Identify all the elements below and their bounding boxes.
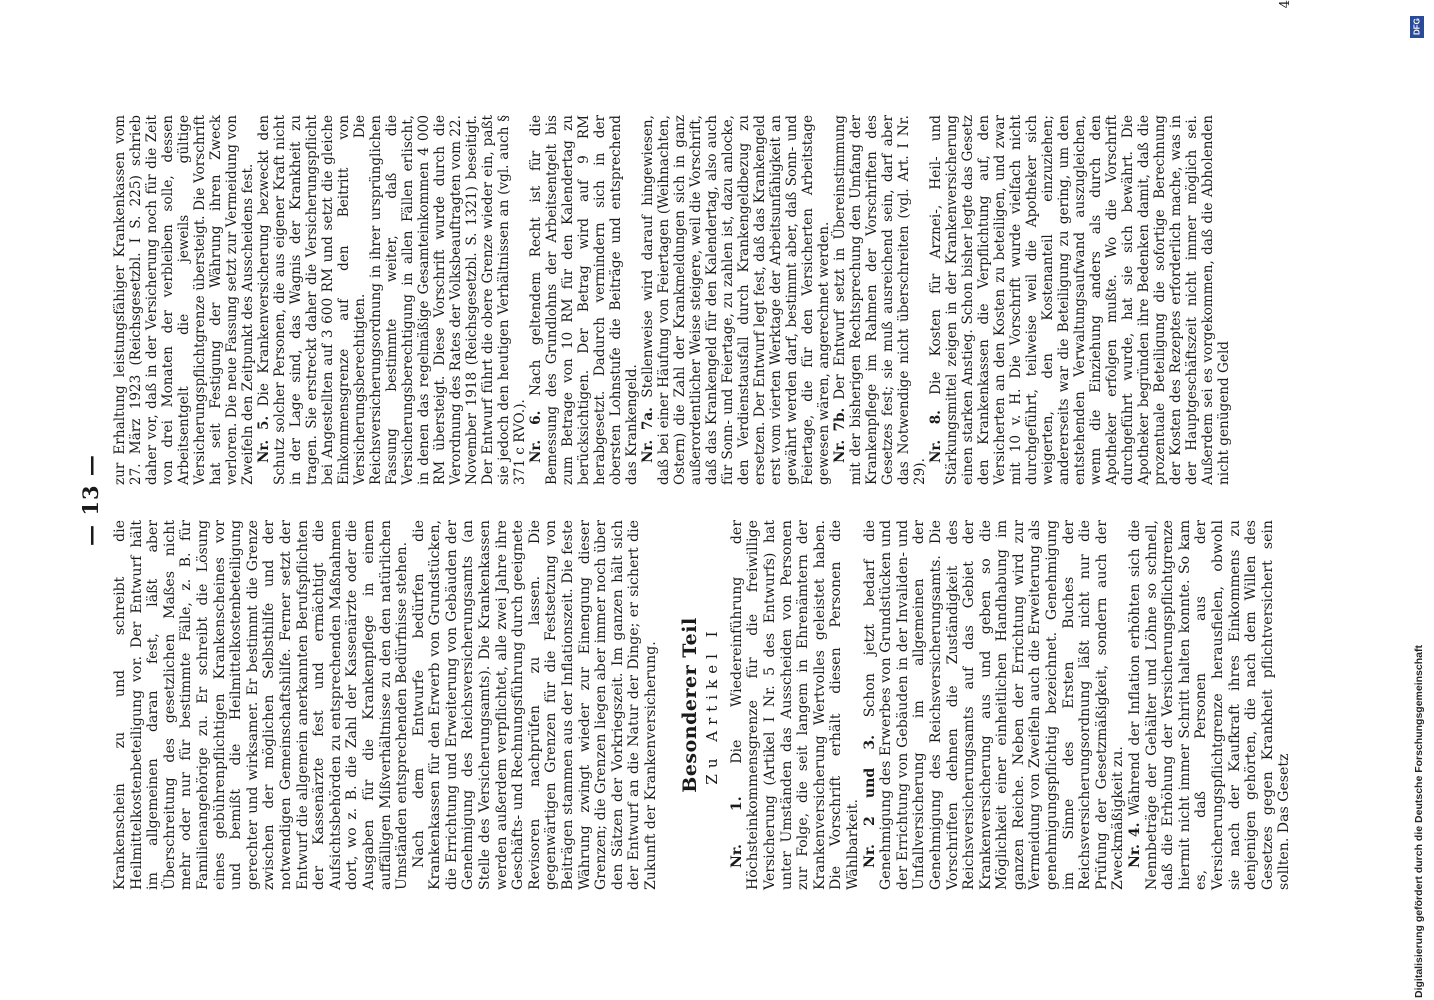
paragraph-text: Schon jetzt bedarf die Genehmigung des Erwerbes von Grundstücken und der Errichtung von Gebäuden in der Invaliden- und Unfallversicherung im allgemeinen der Genehmigung des Reichsversicherungsamts. Die Vorschriften dehnen die Zuständigkeit des Reichsversicherungsamts auf das Gebiet der Krankenversicherung aus und geben so die Möglichkeit einer einheitlichen Handhabung im ganzen Reiche. Neben der Errichtung wird zur Vermeidung von Zweifeln auch die Erweiterung als genehmigungspflichtig bezeichnet. Genehmigung im Sinne des Ersten Buches der Reichsversicherungsordnung läßt nicht nur die Prüfung der Gesetzmäßigkeit, sondern auch der Zweckmäßigkeit zu.: [861, 519, 1127, 890]
paragraph-text: Stellenweise wird darauf hingewiesen, daß bei einer Häufung von Feiertagen (Weihnachten, Ostern) die Zahl der Krankmeldungen sich in ganz außerordentlicher Weise steigere, weil die Vorschrift, daß das Krankengeld für den Kalendertag, also auch für Sonn- und Feiertage, zu zahlen ist, dazu anlocke, den Verdienstausfall durch Krankengeldbezug zu ersetzen. Der Entwurf legt fest, daß das Krankengeld erst vom vierten Werktage der Arbeitsunfähigkeit an gewährt werden darf, bestimmt aber, daß Sonn- und Feiertage, die für den Versicherten Arbeitstage gewesen wären, angerechnet werden.: [640, 115, 832, 485]
paragraph-nr1: [729, 520, 862, 890]
paragraph: Krankenschein zu und schreibt die Heilmittelkostenbeteiligung vor. Der Entwurf hält im allgemeinen daran fest, läßt aber Überschreitung des gesetzlichen Maßes nicht mehr oder nur für bestimmte Fälle, z. B. für Familienangehörige zu. Er schreibt die Lösung eines gebührenpflichtigen Krankenscheines vor und bemißt die Heilmittelkostenbeteiligung gerechter und wirksamer. Er bestimmt die Grenze zwischen der möglichen Selbsthilfe und der notwendigen Gemeinschaftshilfe. Ferner setzt der Entwurf die allgemein anerkannten Berufspflichten der Kassenärzte fest und ermächtigt die Aufsichtsbehörden zu entsprechenden Maßnahmen dort, wo z. B. die Zahl der Kassenärzte oder die Ausgaben für die Krankenpflege in einem auffälligen Mißverhältnisse zu den den natürlichen Umständen entsprechenden Bedürfnisse stehen.: [112, 520, 411, 890]
nr-label: Nr. 6.: [528, 410, 544, 463]
paragraph-nr7b: [832, 115, 928, 485]
paragraph-text: Die Kosten für Arznei-, Heil- und Stärkungsmittel zeigen in der Krankenversicherung einen starken Anstieg. Schon bisher legte das Gesetz den Krankenkassen die Verpflichtung auf, den Versicherten an den Kosten zu beteiligen, und zwar mit 10 v. H. Die Vorschrift wurde vielfach nicht durchgeführt, teilweise weil die Apotheker sich weigerten, den Kostenanteil einzuziehen; andererseits war die Beteiligung zu gering, um den entstehenden Verwaltungsaufwand auszugleichen, wenn die Einziehung anders als durch den Apotheker erfolgen mußte. Wo die Vorschrift durchgeführt wurde, hat sie sich bewährt. Die Apotheker begründen ihre Bedenken damit, daß die prozentuale Beteiligung die sofortige Berechnung der Kosten des Rezeptes erforderlich mache, was in der Hauptgeschäftszeit nicht immer möglich sei. Außerdem sei es vorgekommen, daß die Abholenden nicht genügend Geld: [928, 115, 1232, 485]
nr-label: Nr. 2 und 3.: [861, 734, 878, 868]
nr-label: Nr. 1.: [728, 796, 745, 868]
paragraph-text: Die Krankenversicherung bezweckt den Schutz solcher Personen, die aus eigener Kraft nicht in der Lage sind, das Wagnis der Krankheit zu tragen. Sie erstreckt daher die Versicherungspflicht bei Angestellten auf 3 600 RM und setzt die gleiche Einkommensgrenze auf den Beitritt von Versicherungsberechtigten. Die Reichsversicherungsordnung in ihrer ursprünglichen Fassung bestimmte weiter, daß die Versicherungsberechtigung in allen Fällen erlischt, in denen das regelmäßige Gesamteinkommen 4 000 RM übersteigt. Diese Vorschrift wurde durch die Verordnung des Rates der Volksbeauftragten vom 22. November 1918 (Reichsgesetzbl. S. 1321) beseitigt. Der Entwurf führt die obere Grenze wieder ein, paßt sie jedoch den heutigen Verhältnissen an (vgl. auch § 371 c RVO.).: [256, 115, 528, 485]
dfg-logo: DFG: [1410, 16, 1424, 38]
paragraph: Nach dem Entwurfe bedürfen die Krankenkassen für den Erwerb von Grundstücken, die Errichtung und Erweiterung von Gebäuden der Genehmigung des Reichsversicherungsamts (an Stelle des Versicherungsamts). Die Krankenkassen werden außerdem verpflichtet, alle zwei Jahre ihre Geschäfts- und Rechnungsführung durch geeignete Revisoren nachprüfen zu lassen. Die gegenwärtigen Grenzen für die Festsetzung von Beiträgen stammen aus der Inflationszeit. Die feste Währung zwingt wieder zur Einengung dieser Grenzen; die Grenzen liegen aber immer noch über den Sätzen der Vorkriegszeit. Im ganzen hält sich der Entwurf an die Natur der Dinge; er sichert die Zukunft der Krankenversicherung.: [410, 520, 659, 890]
nr-label: Nr. 5.: [256, 415, 272, 463]
nr-label: Nr. 7b.: [832, 407, 848, 463]
paragraph-nr6: [528, 115, 640, 485]
page-footer: 4: [1278, 0, 1293, 9]
paragraph-text: Während der Inflation erhöhten sich die Nennbeträge der Gehälter und Löhne so schnell, daß die Erhöhung der Versicherungspflichtgrenze hiermit nicht immer Schritt halten konnte. So kam es, daß Personen aus der Versicherungspflichtgrenze herausfielen, obwohl sie nach der Kaufkraft ihres Einkommens zu denjenigen gehörten, die nach dem Willen des Gesetzes gegen Krankheit pflichtversichert sein sollten. Das Gesetz: [1127, 520, 1293, 890]
nr-label: Nr. 4.: [1127, 822, 1144, 868]
digitization-note: [1408, 8, 1430, 998]
paragraph-nr4: [1127, 520, 1293, 890]
right-column: [112, 115, 1232, 485]
nr-label: Nr. 8.: [928, 410, 944, 463]
paragraph: zur Erhaltung leistungsfähiger Krankenkassen vom 27. März 1923 (Reichsgesetzbl. I S. 225) schrieb daher vor, daß in der Versicherung noch für die Zeit von drei Monaten der verbleiben solle, dessen Arbeitsentgelt die jeweils gültige Versicherungspflichtgrenze übersteigt. Die Vorschrift hat seit Festigung der Währung ihren Zweck verloren. Die neue Fassung setzt zur Vermeidung von Zweifeln den Zeitpunkt des Ausscheidens fest.: [112, 115, 256, 485]
paragraph-text: Der Entwurf setzt in Übereinstimmung mit der bisherigen Rechtsprechung den Umfang der Krankenpflege im Rahmen der Vorschriften des Gesetzes fest; sie muß ausreichend sein, darf aber das Notwendige nicht überschreiten (vgl. Art. I Nr. 29).: [832, 115, 928, 485]
paragraph-text: Die Wiedereinführung der Höchsteinkommensgrenze für die freiwillige Versicherung (Artikel I Nr. 5 des Entwurfs) hat unter Umständen das Ausscheiden von Personen zur Folge, die seit langem in Ehrenämtern der Krankenversicherung Wertvolles geleistet haben. Die Vorschrift erhält diesen Personen die Wählbarkeit.: [728, 519, 861, 890]
paragraph-nr5: [256, 115, 528, 485]
paragraph-nr8: [928, 115, 1232, 485]
paragraph-nr7a: [640, 115, 832, 485]
section-title: Besonderer Teil: [678, 617, 701, 793]
left-column: [112, 520, 1293, 890]
nr-label: Nr. 7a.: [640, 407, 656, 463]
page-header: — 13 —: [78, 454, 103, 546]
paragraph-text: Nach geltendem Recht ist für die Bemessung des Grundlohns der Arbeitsentgelt bis zum Betrage von 10 RM für den Kalendertag zu berücksichtigen. Der Betrag wird auf 9 RM herabgesetzt. Dadurch vermindern sich in der obersten Lohnstufe die Beiträge und entsprechend das Krankengeld.: [528, 115, 640, 485]
paragraph-nr2-3: [862, 520, 1128, 890]
digitization-text: Digitalisierung gefördert durch die Deutsche Forschungsgemeinschaft: [1413, 645, 1425, 998]
article-title: Zu Artikel I: [703, 625, 722, 785]
